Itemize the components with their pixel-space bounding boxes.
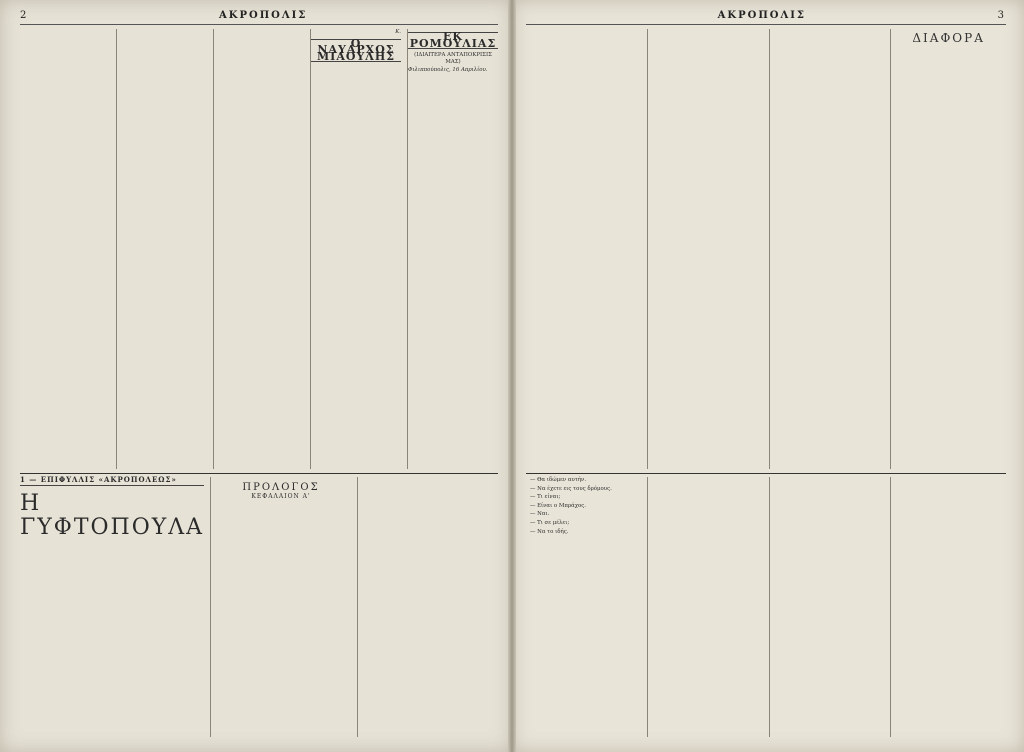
left-section-subtitle: (ΙΔΙΑΙΤΕΡΑ ΑΝΤΑΠΟΚΡΙΣΙΣ ΜΑΣ) (414, 52, 492, 65)
page-gutter (508, 0, 516, 752)
left-col-2 (116, 29, 207, 469)
left-feuilleton-divider (20, 473, 498, 474)
feuilleton-col-1 (20, 477, 204, 737)
left-section-title-miaoulis: Ο ΝΑΥΑΡΧΟΣ ΜΙΑΟΥΛΗΣ (311, 39, 401, 63)
left-col-3 (213, 29, 304, 469)
dialogue-line: — Τι είναι; (530, 494, 561, 501)
feuilleton-col-2 (210, 477, 351, 737)
dialogue-line: — Τι σε μέλει; (530, 519, 570, 526)
feuilleton-chapter-heading: ΚΕΦΑΛΑΙΟΝ Α' (251, 492, 311, 500)
right-lower-col-4 (890, 477, 1006, 737)
right-page (512, 0, 1024, 752)
dialogue-line: — Θα ιδώμεν αυτήν. (530, 477, 587, 483)
right-col-3 (769, 29, 885, 469)
right-page-number: 3 (997, 10, 1006, 21)
right-col-2 (647, 29, 763, 469)
left-section-title-romoulia: ΕΚ ΡΟΜΟΥΛΙΑΣ (409, 30, 497, 50)
left-upper-columns (20, 29, 498, 469)
left-col-4 (310, 29, 401, 469)
right-lower-col-2 (647, 477, 763, 737)
right-lower-col-3 (769, 477, 885, 737)
left-col-5 (407, 29, 498, 469)
left-col-4-signature: Κ. (395, 29, 401, 35)
right-lower-col-1 (526, 477, 641, 737)
left-dateline: Φιλιππούπολις, 16 Απριλίου. (408, 67, 488, 74)
feuilleton-title: Η ΓΥΦΤΟΠΟΥΛΑ (20, 490, 205, 540)
left-feuilleton (20, 477, 498, 737)
dialogue-line: — Να έχετε εις τους δρόμους. (530, 485, 612, 492)
left-col-1 (20, 29, 110, 469)
right-section-diafora: ΔΙΑΦΟΡΑ (912, 31, 985, 45)
right-upper-columns (526, 29, 1006, 469)
dialogue-line: — Ναι. (530, 511, 550, 518)
feuilleton-header: 1 — ΕΠΙΦΥΛΛΙΣ «ΑΚΡΟΠΟΛΕΩΣ» (20, 477, 204, 486)
dialogue-line: — Είναι ο Μπράχος. (530, 502, 586, 509)
right-col-1 (526, 29, 641, 469)
feuilleton-prologue-heading: ΠΡΟΛΟΓΟΣ (242, 482, 320, 493)
left-running-head (20, 10, 498, 25)
right-col-4 (890, 29, 1006, 469)
left-page-number: 2 (20, 10, 29, 21)
left-running-title: ΑΚΡΟΠΟΛΙΣ (219, 10, 308, 21)
right-running-head (526, 10, 1006, 25)
right-lower-divider (526, 473, 1006, 474)
right-lower-columns (526, 477, 1006, 737)
feuilleton-col-3 (357, 477, 498, 737)
right-running-title: ΑΚΡΟΠΟΛΙΣ (717, 10, 806, 21)
dialogue-line: — Να το ιδής. (530, 528, 569, 535)
